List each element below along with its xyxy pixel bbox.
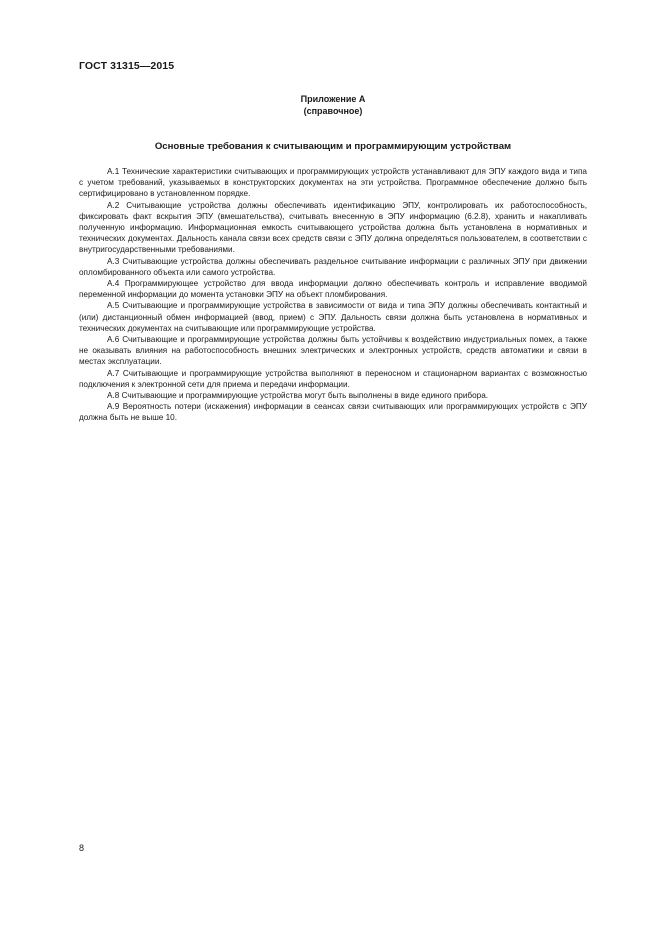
paragraph-a4: А.4 Программирующее устройство для ввода информации должно обеспечивать контроль и исправление вводимой переменной информации до момента установки ЭПУ на объект пломбирования. (79, 279, 587, 300)
paragraph-a2: А.2 Считывающие устройства должны обеспечивать идентификацию ЭПУ, контролировать их работоспособность, фиксировать факт вскрытия ЭПУ (вмешательства), считывать внесенную в ЭПУ информацию (6.2.8), хранить и накапливать полученную информацию. Информационная емкость считывающего устройства должна быть установлена в нормативных и технических документах. Дальность канала связи всех средств связи с ЭПУ должна определяться пользователем, в соответствии с внутригосударственными требованиями. (79, 200, 587, 255)
paragraph-a1: А.1 Технические характеристики считывающих и программирующих устройств устанавливают для ЭПУ каждого вида и типа с учетом требований, указываемых в конструкторских документах на эти устройства. Программное обеспечение должно быть сертифицировано в установленном порядке. (79, 167, 587, 199)
paragraph-a8: А.8 Считывающие и программирующие устройства могут быть выполнены в виде единого прибора. (107, 391, 489, 401)
section-title: Основные требования к считывающим и программирующим устройствам (154, 141, 512, 152)
appendix-subtitle: (справочное) (303, 106, 363, 116)
appendix-title: Приложение А (300, 94, 366, 104)
paragraph-a3: А.3 Считывающие устройства должны обеспечивать раздельное считывание информации с различных ЭПУ при движении опломбированного объекта или самого устройства. (79, 256, 587, 277)
paragraph-a5: А.5 Считывающие и программирующие устройства в зависимости от вида и типа ЭПУ должны обеспечивать контактный и (или) дистанционный обмен информацией (ввод, прием) с ЭПУ. Дальность связи должна быть установлена в нормативных и технических документах на считывающие или программирующие устройства. (79, 301, 587, 333)
document-code-header: ГОСТ 31315—2015 (79, 60, 175, 72)
body-text (79, 166, 587, 424)
paragraph-a7: А.7 Считывающие и программирующие устройства выполняют в переносном и стационарном вариантах с возможностью подключения к электронной сети для приема и передачи информации. (79, 368, 587, 389)
paragraph-a9: А.9 Вероятность потери (искажения) информации в сеансах связи считывающих или программирующих устройств с ЭПУ должна быть не выше 10. (79, 402, 587, 423)
page-number: 8 (79, 843, 85, 853)
appendix-heading (79, 93, 587, 117)
paragraph-a6: А.6 Считывающие и программирующие устройства должны быть устойчивы к воздействию индустриальных помех, а также не оказывать влияния на работоспособность внешних электрических и электронных устройств, средств автоматики и связи в местах эксплуатации. (79, 335, 587, 367)
